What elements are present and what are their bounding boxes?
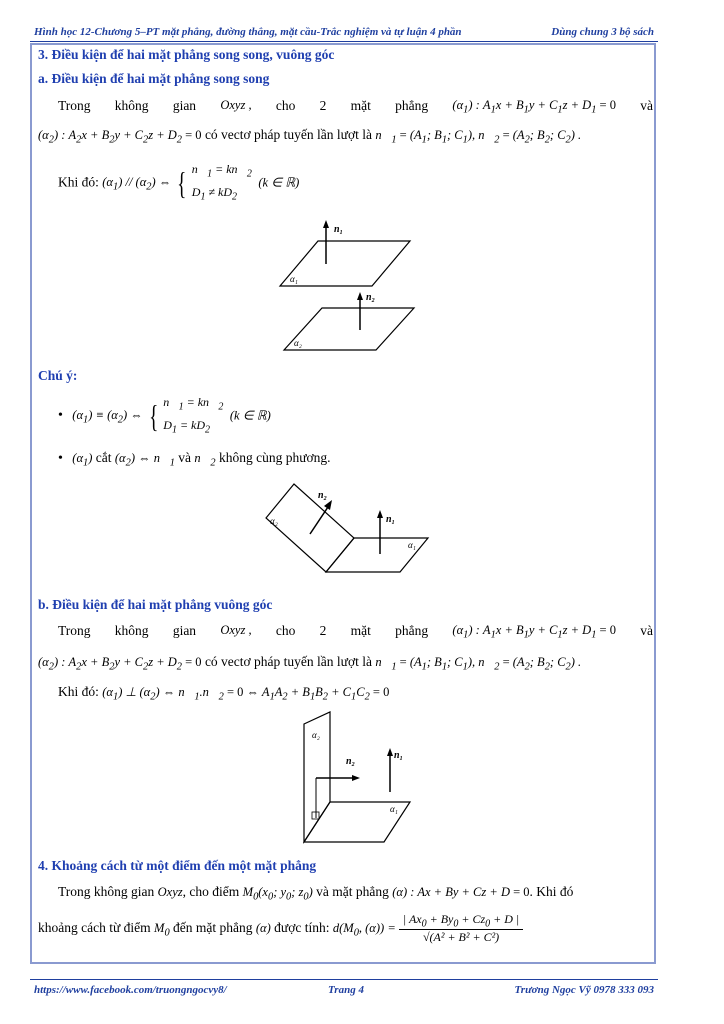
header-left: Hình học 12-Chương 5–PT mặt phẳng, đường thẳng, mặt cầu-Trắc nghiệm và tự luận 4 phần — [34, 26, 462, 38]
section-4-title: 4. Khoảng cách từ một điểm đến một mặt phẳng — [38, 858, 317, 873]
section-3b-title: b. Điều kiện để hai mặt phẳng vuông góc — [38, 597, 273, 612]
footer-author: Trương Ngọc Vỹ 0978 333 093 — [514, 984, 654, 996]
note-1: • $(\alpha_1) \equiv (\alpha_2)$ ⇔ { $n⃗_1$ = $kn⃗_2$ $D_1 = kD_2$ (k ∈ ℝ) — [58, 395, 271, 436]
svg-text:n₁: n₁ — [334, 224, 344, 235]
svg-text:α₂: α₂ — [312, 730, 320, 740]
svg-text:α₂: α₂ — [270, 516, 278, 526]
s3b-condition: Khi đó: $(\alpha_1)$ ⊥ $(\alpha_2)$ ⇔ $n⃗_1.n⃗_2 = 0$ ⇔ $A_1A_2 + B_1B_2 + C_1C_2 = 0$ — [58, 684, 390, 703]
header-divider — [30, 41, 658, 42]
s3a-condition: Khi đó: $(\alpha_1) // (\alpha_2)$ ⇔ { $n⃗_1$ = $kn⃗_2$ $D_1 \ne kD_2$ (k ∈ ℝ) — [58, 162, 300, 203]
svg-text:n₁: n₁ — [394, 750, 404, 761]
footer-page: Trang 4 — [328, 984, 364, 996]
page-header — [34, 26, 654, 38]
s3b-line2: $(\alpha_2)$ : $A_2x + B_2y + C_2z + D_2 = 0$ có vectơ pháp tuyến lần lượt là $n⃗_1 = (A_1$; $B_1$; $C_1$), $n⃗_2 = (A_2$; $B_2$; $C_2$) . — [38, 654, 582, 673]
svg-text:α₂: α₂ — [294, 338, 302, 348]
header-right: Dùng chung 3 bộ sách — [551, 26, 654, 38]
s3a-line1: Trong không gian Oxyz , cho 2 mặt phẳng $(\alpha_1)$ : $A_1x + B_1y + C_1z + D_1 = 0$ và — [58, 98, 653, 116]
s4-line2: khoảng cách từ điểm $M_0$ đến mặt phẳng (α) được tính: $d(M_0$, (α)) = $\frac{| Ax_0 + By_0 + Cz_0 + D |}{\text{√(A² + B² + C²)}}$ — [38, 912, 523, 945]
svg-text:n₁: n₁ — [386, 514, 396, 525]
svg-text:α₁: α₁ — [390, 804, 398, 814]
section-3a-title: a. Điều kiện để hai mặt phẳng song song — [38, 71, 270, 86]
svg-text:n₂: n₂ — [318, 490, 328, 501]
intersecting-planes-figure — [256, 478, 436, 578]
svg-text:α₁: α₁ — [290, 274, 298, 284]
footer-link[interactable]: https://www.facebook.com/truongngocvy8/ — [34, 984, 227, 996]
note-title: Chú ý: — [38, 368, 78, 383]
s3b-line1: Trong không gian Oxyz , cho 2 mặt phẳng $(\alpha_1)$ : $A_1x + B_1y + C_1z + D_1 = 0$ và — [58, 623, 653, 641]
s3a-line2: $(\alpha_2)$ : $A_2x + B_2y + C_2z + D_2 = 0$ có vectơ pháp tuyến lần lượt là $n⃗_1 = (A_1$; $B_1$; $C_1$), $n⃗_2 = (A_2$; $B_2$; $C_2$) . — [38, 127, 582, 146]
section-3-title: 3. Điều kiện để hai mặt phẳng song song, vuông góc — [38, 47, 335, 62]
note-2: • $(\alpha_1)$ cắt $(\alpha_2)$ ⇔ $n⃗_1$ và $n⃗_2$ không cùng phương. — [58, 450, 331, 469]
svg-text:n₂: n₂ — [346, 756, 356, 767]
parallel-planes-figure — [278, 216, 418, 356]
footer-divider — [30, 979, 658, 980]
svg-text:n₂: n₂ — [366, 292, 376, 303]
perpendicular-planes-figure — [290, 708, 420, 848]
s4-line1: Trong không gian Oxyz, cho điểm $M_0(x_0$; $y_0$; $z_0$) và mặt phẳng (α) : Ax + By + Cz + D = 0. Khi đó — [58, 884, 574, 903]
svg-text:α₁: α₁ — [408, 540, 416, 550]
